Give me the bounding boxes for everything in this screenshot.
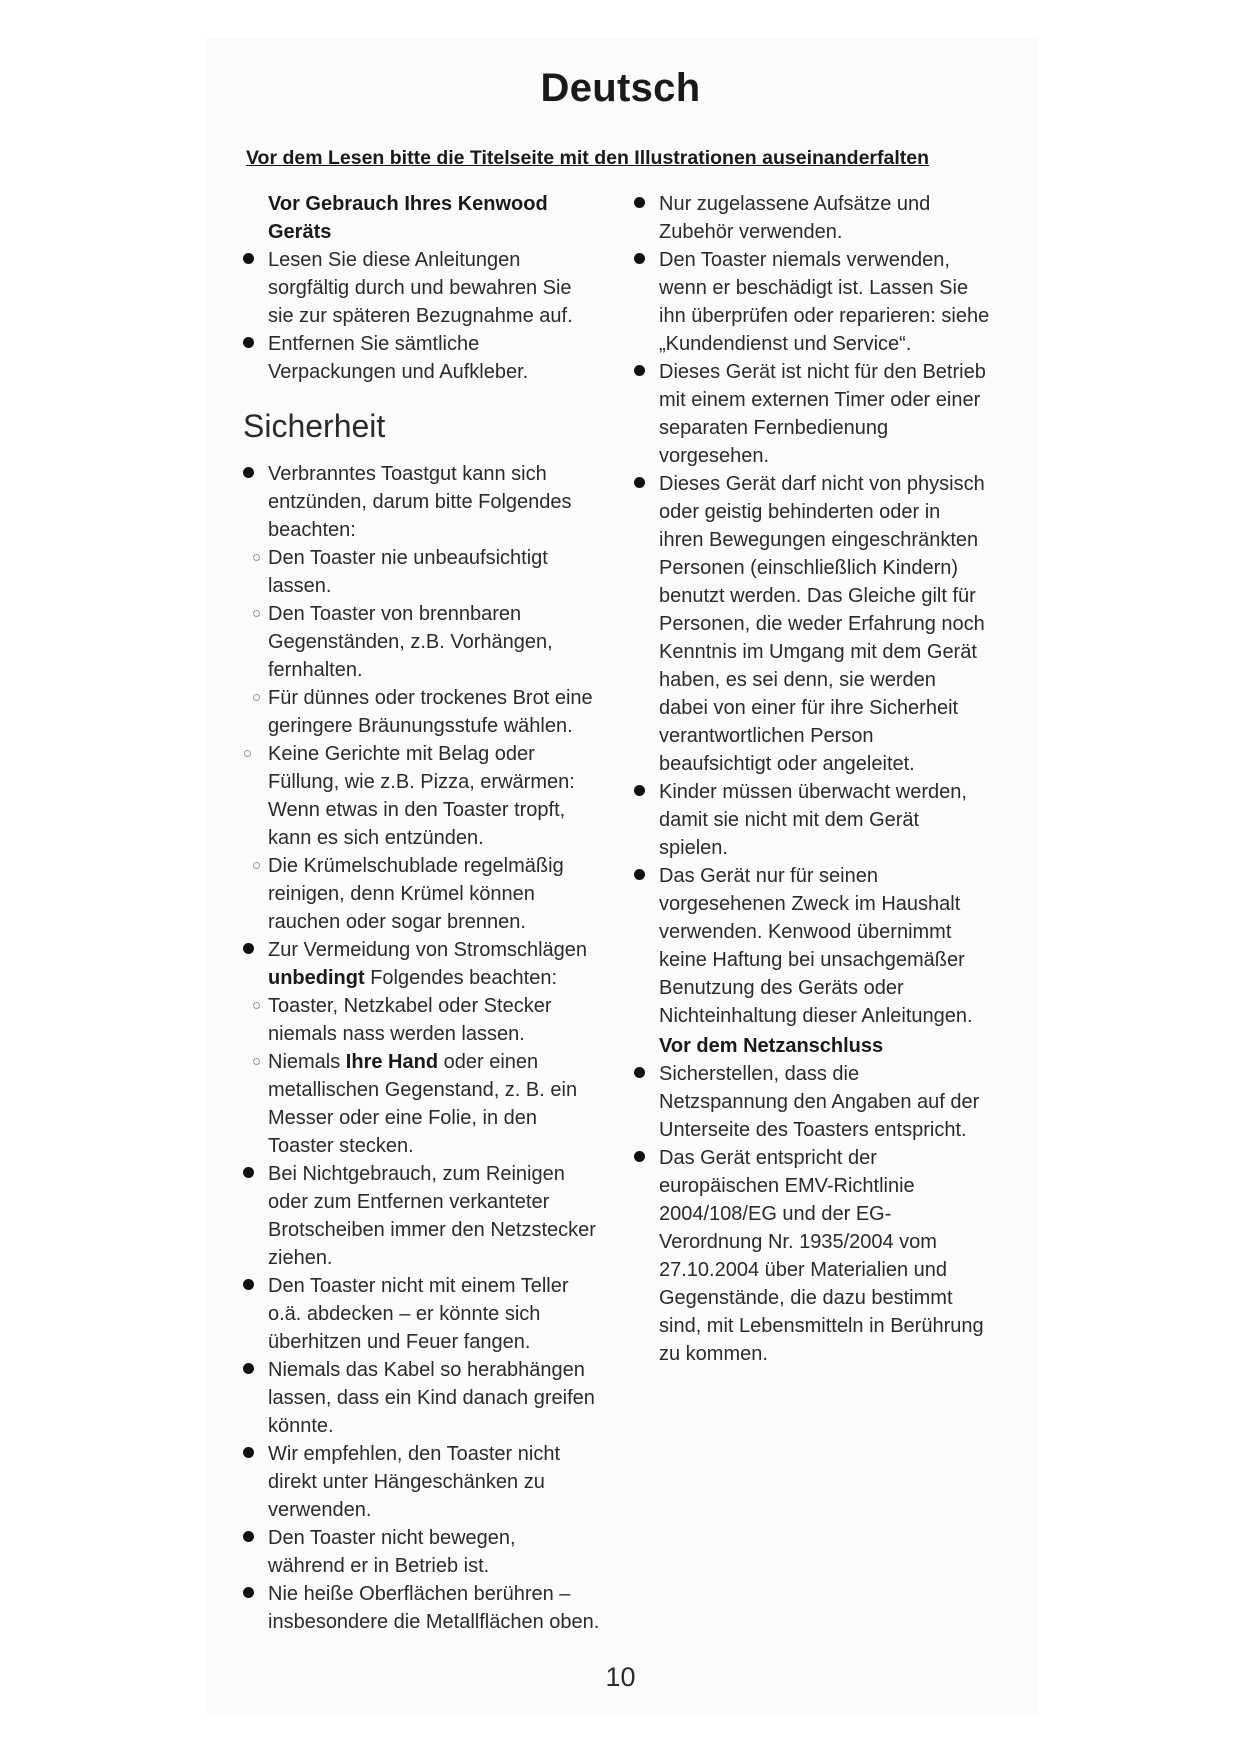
item-line: Füllung, wie z.B. Pizza, erwärmen:: [268, 771, 575, 793]
sub-list-item: [243, 544, 613, 600]
item-line: Den Toaster nicht bewegen,: [268, 1527, 516, 1549]
sub-list-item: [243, 740, 613, 852]
item-line: Brotscheiben immer den Netzstecker: [268, 1219, 596, 1241]
bullet-icon: [243, 943, 254, 954]
list-item: [634, 778, 1014, 862]
left-column: [243, 190, 613, 1636]
item-line: zu kommen.: [659, 1343, 768, 1365]
item-line: 2004/108/EG und der EG-: [659, 1203, 892, 1225]
item-line: Niemals das Kabel so herabhängen: [268, 1359, 585, 1381]
item-line: sind, mit Lebensmitteln in Berührung: [659, 1315, 984, 1337]
item-line: Dieses Gerät ist nicht für den Betrieb: [659, 361, 986, 383]
bullet-icon: [634, 785, 645, 796]
bullet-icon: [634, 253, 645, 264]
item-line: Gegenständen, z.B. Vorhängen,: [268, 631, 553, 653]
item-line: Die Krümelschublade regelmäßig: [268, 855, 564, 877]
list-item: [243, 936, 613, 992]
item-line: niemals nass werden lassen.: [268, 1023, 525, 1045]
list-item: [243, 460, 613, 544]
item-line: oder zum Entfernen verkanteter: [268, 1191, 550, 1213]
list-item: [634, 246, 1014, 358]
item-line: dabei von einer für ihre Sicherheit: [659, 697, 959, 719]
item-line: oder geistig behinderten oder in: [659, 501, 941, 523]
item-line: könnte.: [268, 1415, 334, 1437]
item-line: Lesen Sie diese Anleitungen: [268, 249, 521, 271]
page-number: 10: [605, 1662, 636, 1692]
item-line: entzünden, darum bitte Folgendes: [268, 491, 572, 513]
item-line: Gegenstände, die dazu bestimmt: [659, 1287, 953, 1309]
emphasis-text: unbedingt: [268, 967, 365, 989]
item-line: verantwortlichen Person: [659, 725, 874, 747]
item-line: europäischen EMV-Richtlinie: [659, 1175, 915, 1197]
bullet-icon: [243, 1447, 254, 1458]
sub-list-item: [243, 852, 613, 936]
item-line: o.ä. abdecken – er könnte sich: [268, 1303, 541, 1325]
item-line: sorgfältig durch und bewahren Sie: [268, 277, 572, 299]
item-line: Nichteinhaltung dieser Anleitungen.: [659, 1005, 973, 1027]
bullet-icon: [243, 1363, 254, 1374]
item-line: überhitzen und Feuer fangen.: [268, 1331, 531, 1353]
sub-list-item: [243, 600, 613, 684]
item-line: spielen.: [659, 837, 728, 859]
item-line: beachten:: [268, 519, 356, 541]
item-line: lassen, dass ein Kind danach greifen: [268, 1387, 595, 1409]
sub-bullet-icon: [253, 862, 260, 869]
list-item: [634, 190, 1014, 246]
fold-out-instruction: Vor dem Lesen bitte die Titelseite mit den Illustrationen auseinanderfalten: [246, 147, 930, 169]
bullet-icon: [243, 1167, 254, 1178]
item-line: Netzspannung den Angaben auf der: [659, 1091, 980, 1113]
item-line: beaufsichtigt oder angeleitet.: [659, 753, 915, 775]
bullet-icon: [243, 467, 254, 478]
item-line: ihn überprüfen oder reparieren: siehe: [659, 305, 990, 327]
section-heading-safety: Sicherheit: [243, 408, 386, 444]
item-line: separaten Fernbedienung: [659, 417, 889, 439]
list-item: [243, 1440, 613, 1524]
intro-heading-line: Geräts: [268, 221, 332, 243]
bullet-icon: [243, 1587, 254, 1598]
bullet-icon: [243, 1279, 254, 1290]
sub-bullet-icon: [253, 694, 260, 701]
item-line: geringere Bräunungsstufe wählen.: [268, 715, 573, 737]
item-line: ihren Bewegungen eingeschränkten: [659, 529, 979, 551]
item-line: Toaster, Netzkabel oder Stecker: [268, 995, 552, 1017]
sub-list-item: [243, 992, 613, 1048]
item-line: Zubehör verwenden.: [659, 221, 843, 243]
item-line: Bei Nichtgebrauch, zum Reinigen: [268, 1163, 565, 1185]
bullet-icon: [634, 1067, 645, 1078]
item-line: Für dünnes oder trockenes Brot eine: [268, 687, 593, 709]
item-line: Personen, die weder Erfahrung noch: [659, 613, 985, 635]
item-line: vorgesehen.: [659, 445, 770, 467]
item-line: insbesondere die Metallflächen oben.: [268, 1611, 600, 1633]
item-line: Den Toaster nie unbeaufsichtigt: [268, 547, 548, 569]
item-line: rauchen oder sogar brennen.: [268, 911, 526, 933]
item-text: Folgendes beachten:: [364, 967, 558, 989]
list-item: [634, 1060, 1014, 1144]
item-line: verwenden. Kenwood übernimmt: [659, 921, 952, 943]
item-line: [268, 1048, 613, 1076]
item-line: Den Toaster niemals verwenden,: [659, 249, 950, 271]
sub-bullet-icon: [253, 1058, 260, 1065]
item-line: damit sie nicht mit dem Gerät: [659, 809, 920, 831]
item-line: ziehen.: [268, 1247, 333, 1269]
item-line: verwenden.: [268, 1499, 372, 1521]
item-line: Wir empfehlen, den Toaster nicht: [268, 1443, 561, 1465]
right-column: [634, 190, 1014, 1368]
sub-bullet-icon: [253, 1002, 260, 1009]
bullet-icon: [634, 197, 645, 208]
item-line: Nur zugelassene Aufsätze und: [659, 193, 931, 215]
list-item: [634, 862, 1014, 1030]
item-text: Niemals: [268, 1051, 346, 1073]
item-line: keine Haftung bei unsachgemäßer: [659, 949, 965, 971]
item-line: Verordnung Nr. 1935/2004 vom: [659, 1231, 937, 1253]
item-line: Den Toaster nicht mit einem Teller: [268, 1275, 569, 1297]
bullet-icon: [634, 477, 645, 488]
item-line: Das Gerät entspricht der: [659, 1147, 877, 1169]
item-line: kann es sich entzünden.: [268, 827, 484, 849]
bullet-icon: [243, 1531, 254, 1542]
item-line: [268, 964, 613, 992]
item-line: Verbranntes Toastgut kann sich: [268, 463, 547, 485]
subsection-heading: [634, 1032, 1014, 1060]
item-line: Personen (einschließlich Kindern): [659, 557, 959, 579]
item-line: Kenntnis im Umgang mit dem Gerät: [659, 641, 977, 663]
item-line: Kinder müssen überwacht werden,: [659, 781, 967, 803]
list-item: [634, 1144, 1014, 1368]
item-line: reinigen, denn Krümel können: [268, 883, 535, 905]
item-line: Verpackungen und Aufkleber.: [268, 361, 529, 383]
item-line: Sicherstellen, dass die: [659, 1063, 860, 1085]
sub-list-item: [243, 684, 613, 740]
bullet-icon: [634, 1151, 645, 1162]
item-line: Den Toaster von brennbaren: [268, 603, 522, 625]
item-line: Entfernen Sie sämtliche: [268, 333, 480, 355]
item-line: direkt unter Hängeschänken zu: [268, 1471, 545, 1493]
item-line: Messer oder eine Folie, in den: [268, 1107, 538, 1129]
bullet-icon: [243, 337, 254, 348]
item-line: während er in Betrieb ist.: [268, 1555, 490, 1577]
item-line: Zur Vermeidung von Stromschlägen: [268, 939, 588, 961]
item-line: „Kundendienst und Service“.: [659, 333, 912, 355]
item-line: mit einem externen Timer oder einer: [659, 389, 981, 411]
item-line: metallischen Gegenstand, z. B. ein: [268, 1079, 578, 1101]
intro-heading: [243, 190, 613, 246]
item-line: Wenn etwas in den Toaster tropft,: [268, 799, 566, 821]
list-item: [243, 1272, 613, 1356]
list-item: [634, 470, 1014, 778]
bullet-icon: [634, 365, 645, 376]
item-line: Keine Gerichte mit Belag oder: [268, 743, 535, 765]
item-line: lassen.: [268, 575, 332, 597]
emphasis-text: Ihre Hand: [345, 1051, 439, 1073]
sub-bullet-icon: [244, 750, 251, 757]
sub-list-item: [243, 1048, 613, 1160]
item-line: vorgesehenen Zweck im Haushalt: [659, 893, 961, 915]
list-item: [243, 1580, 613, 1636]
list-item: [634, 358, 1014, 470]
heading-power-connection: Vor dem Netzanschluss: [659, 1035, 884, 1057]
list-item: [243, 330, 613, 386]
item-line: haben, es sei denn, sie werden: [659, 669, 936, 691]
item-line: Unterseite des Toasters entspricht.: [659, 1119, 967, 1141]
item-line: 27.10.2004 über Materialien und: [659, 1259, 947, 1281]
item-text: oder einen: [438, 1051, 539, 1073]
intro-heading-line: Vor Gebrauch Ihres Kenwood: [268, 193, 548, 215]
item-line: Toaster stecken.: [268, 1135, 414, 1157]
list-item: [243, 246, 613, 330]
list-item: [243, 1356, 613, 1440]
item-line: benutzt werden. Das Gleiche gilt für: [659, 585, 976, 607]
sub-bullet-icon: [253, 554, 260, 561]
item-line: Das Gerät nur für seinen: [659, 865, 878, 887]
item-line: sie zur späteren Bezugnahme auf.: [268, 305, 573, 327]
list-item: [243, 1160, 613, 1272]
item-line: wenn er beschädigt ist. Lassen Sie: [659, 277, 969, 299]
sub-bullet-icon: [253, 610, 260, 617]
item-line: fernhalten.: [268, 659, 363, 681]
page-title: Deutsch: [540, 66, 701, 110]
bullet-icon: [243, 253, 254, 264]
item-line: Nie heiße Oberflächen berühren –: [268, 1583, 571, 1605]
item-line: Dieses Gerät darf nicht von physisch: [659, 473, 985, 495]
bullet-icon: [634, 869, 645, 880]
item-line: Benutzung des Geräts oder: [659, 977, 904, 999]
list-item: [243, 1524, 613, 1580]
